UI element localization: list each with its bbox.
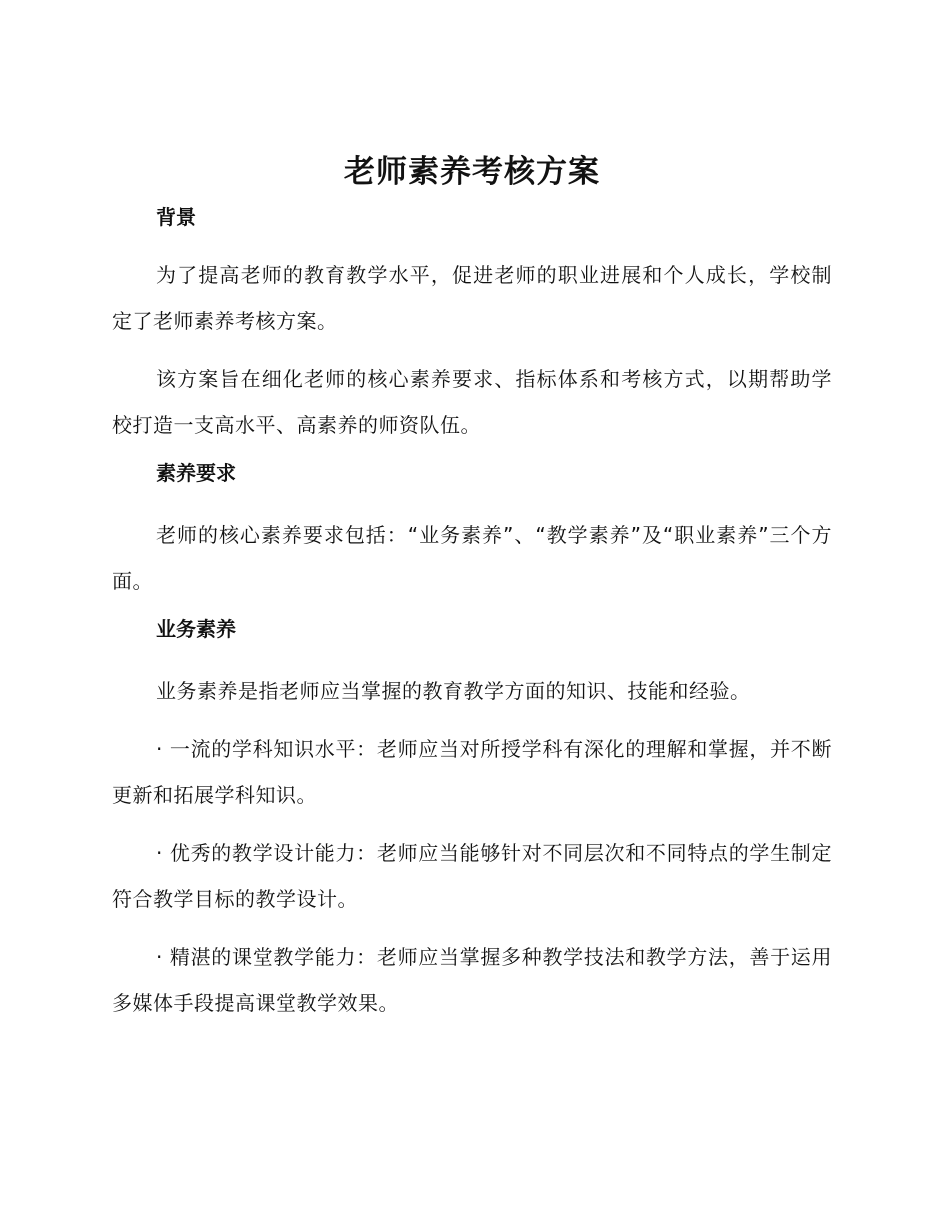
bullet-paragraph: · 精湛的课堂教学能力：老师应当掌握多种教学技法和教学方法，善于运用多媒体手段提高课堂教学效果。: [112, 945, 832, 1015]
paragraph: 老师的核心素养要求包括：“业务素养”、“教学素养”及“职业素养”三个方面。: [112, 523, 832, 593]
paragraph: 该方案旨在细化老师的核心素养要求、指标体系和考核方式，以期帮助学校打造一支高水平、高素养的师资队伍。: [112, 367, 832, 437]
bullet-paragraph: · 优秀的教学设计能力：老师应当能够针对不同层次和不同特点的学生制定符合教学目标的教学设计。: [112, 841, 832, 911]
section-heading-requirements: 素养要求: [156, 461, 236, 485]
document-page: [112, 150, 832, 1038]
section-heading-background: 背景: [156, 205, 196, 229]
section-heading-professional-competence: 业务素养: [156, 617, 236, 641]
paragraph: 为了提高老师的教育教学水平，促进老师的职业进展和个人成长，学校制定了老师素养考核方案。: [112, 263, 832, 333]
document-title: 老师素养考核方案: [344, 154, 600, 190]
paragraph: 业务素养是指老师应当掌握的教育教学方面的知识、技能和经验。: [156, 679, 751, 703]
bullet-paragraph: · 一流的学科知识水平：老师应当对所授学科有深化的理解和掌握，并不断更新和拓展学科知识。: [112, 737, 832, 807]
